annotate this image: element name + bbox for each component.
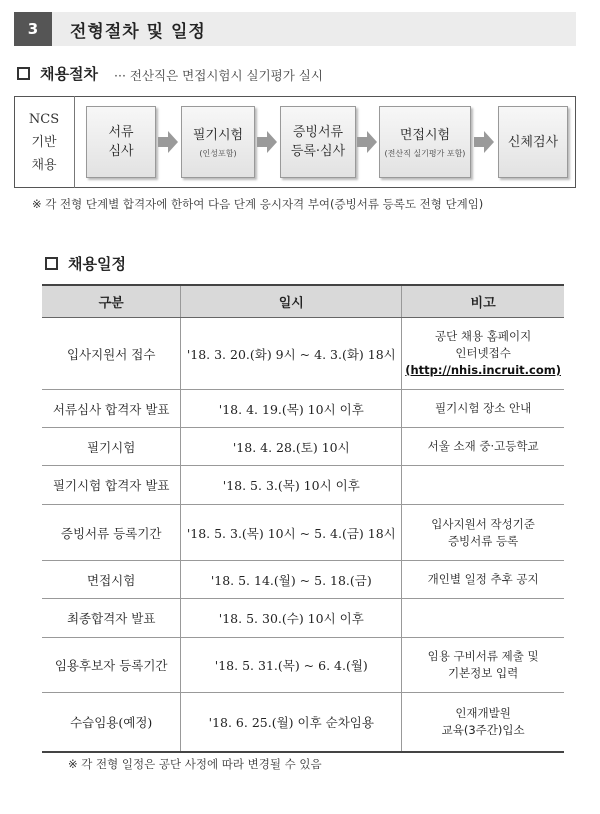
note-line: 증빙서류 등록 [447, 533, 519, 548]
row-category: 최종합격자 발표 [42, 599, 181, 638]
step-label: 면접시험 [399, 127, 451, 143]
table-row [42, 599, 564, 638]
checkbox-icon [17, 67, 30, 80]
row-category: 서류심사 합격자 발표 [42, 390, 181, 428]
step-sublabel: (전산직 실기평가 포함) [384, 148, 466, 158]
note-line: 인재개발원 [455, 705, 511, 720]
row-category: 임용후보자 등록기간 [42, 638, 181, 693]
step-sublabel: (인성포함) [199, 148, 237, 158]
row-note [402, 638, 564, 693]
arrow-right-icon [257, 131, 277, 153]
flow-label-line: 기반 [31, 134, 57, 150]
note-line: 기본정보 입력 [447, 666, 519, 680]
arrow-right-icon [357, 131, 377, 153]
row-note [402, 505, 564, 561]
row-date: '18. 4. 28.(토) 10시 [181, 428, 402, 466]
schedule-table [42, 284, 564, 753]
row-note [402, 318, 564, 390]
step-label: 등록·심사 [290, 144, 346, 159]
row-category: 수습임용(예정) [42, 693, 181, 752]
table-header-row [42, 285, 564, 318]
row-category: 면접시험 [42, 561, 181, 599]
row-date: '18. 3. 20.(화) 9시 ~ 4. 3.(화) 18시 [181, 318, 402, 390]
row-note [402, 466, 564, 505]
step-label: 서류 [108, 125, 134, 140]
row-date: '18. 5. 30.(수) 10시 이후 [181, 599, 402, 638]
note-line: 개인별 일정 추후 공지 [427, 572, 539, 586]
row-date: '18. 5. 31.(목) ~ 6. 4.(월) [181, 638, 402, 693]
procedure-note: ··· 전산직은 면접시험시 실기평가 실시 [114, 68, 323, 83]
flow-step-medical-check [498, 106, 568, 178]
table-row [42, 693, 564, 752]
row-category: 필기시험 합격자 발표 [42, 466, 181, 505]
table-row [42, 428, 564, 466]
table-row [42, 390, 564, 428]
row-category: 입사지원서 접수 [42, 318, 181, 390]
column-header: 일시 [181, 285, 402, 318]
row-note [402, 390, 564, 428]
table-row [42, 638, 564, 693]
flow-label-line: NCS [28, 111, 60, 127]
step-label: 증빙서류 [292, 125, 344, 140]
step-label: 심사 [108, 144, 134, 159]
note-line: 입사지원서 작성기준 [431, 516, 535, 531]
flow-label-line: 채용 [31, 157, 57, 173]
table-row [42, 466, 564, 505]
row-category: 증빙서류 등록기간 [42, 505, 181, 561]
row-category: 필기시험 [42, 428, 181, 466]
column-header: 구분 [42, 285, 181, 318]
schedule-title: 채용일정 [68, 255, 126, 273]
note-line: 공단 채용 홈페이지 [435, 329, 532, 343]
row-note [402, 428, 564, 466]
flow-step-document-registration [280, 106, 356, 178]
note-line: 임용 구비서류 제출 및 [427, 649, 539, 663]
procedure-footnote: ※ 각 전형 단계별 합격자에 한하여 다음 단계 응시자격 부여(증빙서류 등록도 전형 단계임) [32, 197, 484, 211]
section-number: 3 [14, 12, 52, 46]
arrow-right-icon [474, 131, 494, 153]
note-line: 인터넷접수 [455, 346, 511, 360]
arrow-right-icon [158, 131, 178, 153]
row-date: '18. 6. 25.(월) 이후 순차임용 [181, 693, 402, 752]
schedule-footnote: ※ 각 전형 일정은 공단 사정에 따라 변경될 수 있음 [68, 757, 322, 771]
step-label: 신체검사 [507, 134, 559, 150]
row-date: '18. 5. 14.(월) ~ 5. 18.(금) [181, 561, 402, 599]
step-label: 필기시험 [192, 127, 244, 143]
row-date: '18. 5. 3.(목) 10시 ~ 5. 4.(금) 18시 [181, 505, 402, 561]
row-note [402, 599, 564, 638]
row-note [402, 561, 564, 599]
flow-step-interview [379, 106, 471, 178]
flow-label [14, 96, 74, 188]
table-row [42, 561, 564, 599]
row-note [402, 693, 564, 752]
table-row [42, 505, 564, 561]
note-line: 필기시험 장소 안내 [435, 401, 532, 415]
flow-divider [74, 96, 75, 188]
flow-step-written-test [181, 106, 255, 178]
procedure-title: 채용절차 [40, 65, 98, 83]
checkbox-icon [45, 257, 58, 270]
row-date: '18. 5. 3.(목) 10시 이후 [181, 466, 402, 505]
flow-step-document-review [86, 106, 156, 178]
column-header: 비고 [402, 285, 564, 318]
recruit-site-link[interactable]: (http://nhis.incruit.com) [405, 363, 561, 377]
section-title: 전형절차 및 일정 [70, 21, 206, 42]
note-line: 서울 소재 중·고등학교 [427, 439, 539, 453]
note-line: 교육(3주간)입소 [441, 722, 525, 737]
row-date: '18. 4. 19.(목) 10시 이후 [181, 390, 402, 428]
table-row [42, 318, 564, 390]
